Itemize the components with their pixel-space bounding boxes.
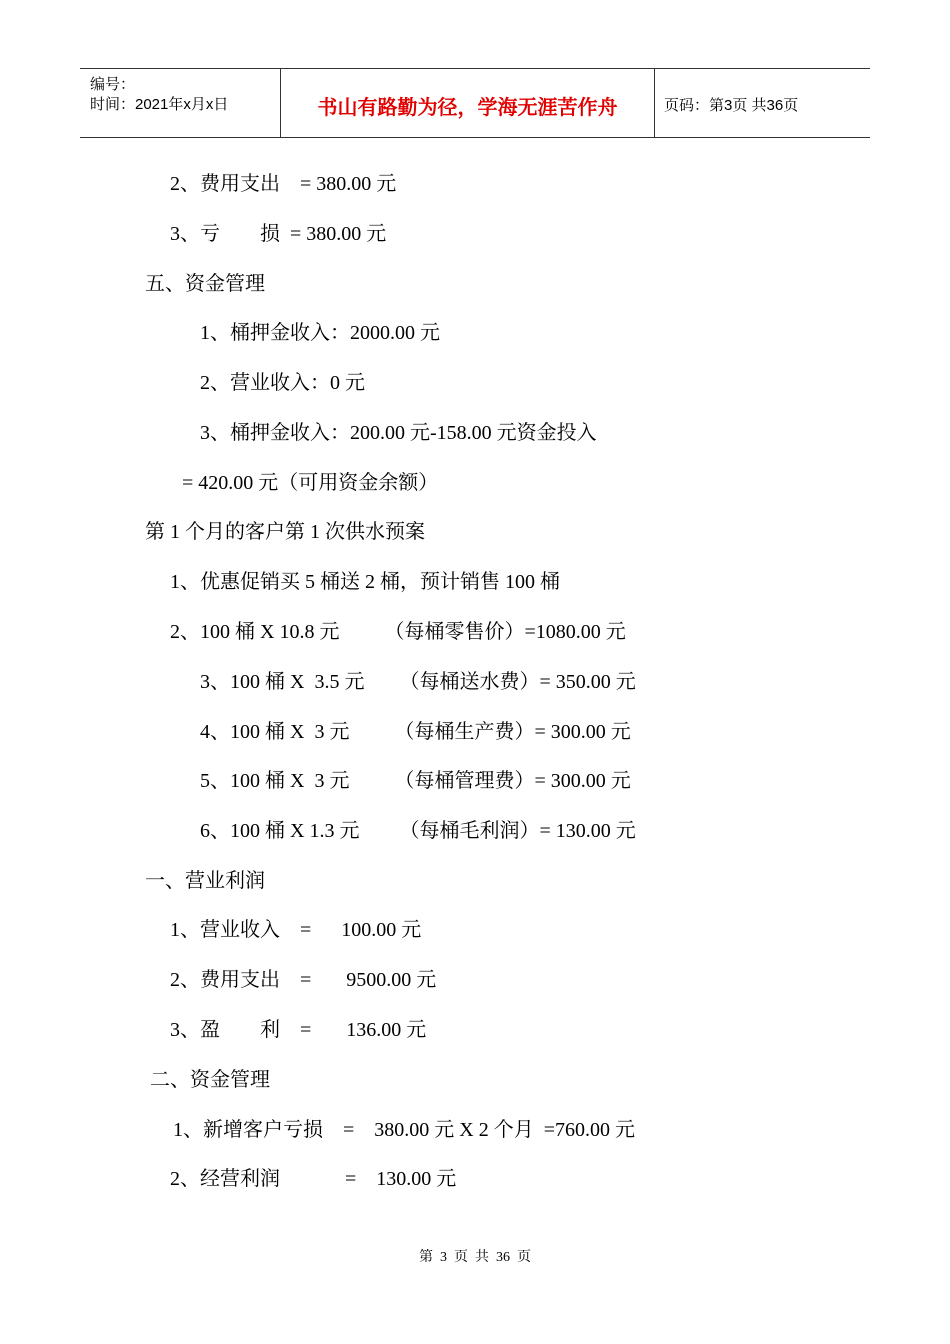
text-line: 2、经营利润 = 130.00 元 [170,1168,457,1190]
text-line: 2、费用支出 = 380.00 元 [170,173,397,195]
header-meta-cell [80,69,280,137]
page-header [80,68,870,138]
text-line: 3、亏 损 = 380.00 元 [170,223,387,245]
header-page-cell [654,69,870,137]
text-line: 2、费用支出 = 9500.00 元 [170,969,437,991]
section-heading: 一、营业利润 [145,870,265,892]
section-heading: 第 1 个月的客户第 1 次供水预案 [145,521,425,543]
page-footer: 第 3 页 共 36 页 [419,1250,531,1265]
text-line: 6、100 桶 X 1.3 元 （每桶毛利润）= 130.00 元 [200,820,636,842]
text-line: 1、营业收入 = 100.00 元 [170,919,422,941]
text-line: 1、优惠促销买 5 桶送 2 桶，预计销售 100 桶 [170,571,560,593]
text-line: 4、100 桶 X 3 元 （每桶生产费）= 300.00 元 [200,721,631,743]
text-line: 1、桶押金收入：2000.00 元 [200,322,440,344]
section-heading: 二、资金管理 [150,1069,270,1091]
text-line: = 420.00 元（可用资金余额） [182,472,439,494]
text-line: 3、盈 利 = 136.00 元 [170,1019,427,1041]
text-line: 3、桶押金收入：200.00 元-158.00 元资金投入 [200,422,597,444]
document-date-label: 时间：2021年x月x日 [90,96,229,113]
section-heading: 五、资金管理 [145,273,265,295]
text-line: 3、100 桶 X 3.5 元 （每桶送水费）= 350.00 元 [200,671,636,693]
header-motto: 书山有路勤为径，学海无涯苦作舟 [317,95,618,119]
text-line: 2、100 桶 X 10.8 元 （每桶零售价）=1080.00 元 [170,621,626,643]
header-motto-cell [280,69,655,137]
document-number-label: 编号： [90,76,136,93]
text-line: 5、100 桶 X 3 元 （每桶管理费）= 300.00 元 [200,770,631,792]
text-line: 1、新增客户亏损 = 380.00 元 X 2 个月 =760.00 元 [173,1119,636,1141]
text-line: 2、营业收入：0 元 [200,372,365,394]
header-page-info: 页码：第3页 共36页 [664,97,799,114]
